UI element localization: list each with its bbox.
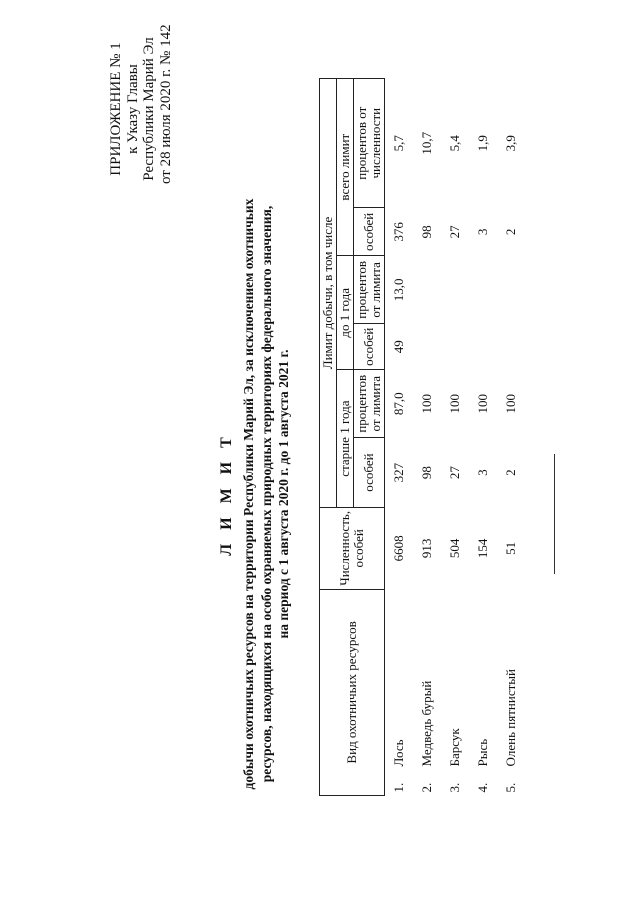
total-pct-population: 10,7 <box>419 131 434 155</box>
subheader-under-pct-limit: процентов от лимита <box>354 256 385 324</box>
total-individuals: 98 <box>419 225 434 239</box>
under-individuals <box>413 324 441 370</box>
under-individuals <box>497 324 525 370</box>
species-cell <box>413 589 441 795</box>
under-pct-limit <box>413 256 441 324</box>
subheader-under-individuals: особей <box>354 324 385 370</box>
total-individuals: 27 <box>447 225 462 239</box>
appendix-line-4: от 28 июля 2020 г. № 142 <box>157 24 174 184</box>
appendix-line-3: Республики Марий Эл <box>141 37 157 181</box>
under-individuals <box>441 324 469 370</box>
header-population: Численность, особей <box>320 507 385 589</box>
over-pct-limit: 87,0 <box>391 392 406 416</box>
subheader-over-pct-limit: процентов от лимита <box>354 370 385 438</box>
total-individuals: 2 <box>503 228 518 236</box>
under-pct-limit <box>497 256 525 324</box>
total-pct-population: 3,9 <box>503 135 518 152</box>
population-count: 913 <box>419 538 434 559</box>
total-pct-population: 5,4 <box>447 135 462 152</box>
under-individuals <box>469 324 497 370</box>
under-individuals: 49 <box>391 340 406 354</box>
total-pct-population: 5,7 <box>391 135 406 152</box>
total-individuals: 3 <box>475 228 490 236</box>
over-individuals: 27 <box>447 466 462 480</box>
over-pct-limit: 100 <box>419 394 434 414</box>
subheader-over-individuals: особей <box>354 438 385 508</box>
row-number: 4. <box>475 782 490 793</box>
appendix-line-1: ПРИЛОЖЕНИЕ № 1 <box>108 42 124 176</box>
over-individuals: 98 <box>419 466 434 480</box>
over-pct-limit: 100 <box>503 394 518 414</box>
over-pct-limit: 100 <box>447 394 462 414</box>
table-row <box>441 79 469 796</box>
species-cell <box>469 589 497 795</box>
row-number: 3. <box>447 782 462 793</box>
over-pct-limit: 100 <box>475 394 490 414</box>
document-heading <box>218 184 293 804</box>
table-row <box>469 79 497 796</box>
row-number: 1. <box>391 782 406 793</box>
limit-table <box>319 78 525 796</box>
subheader-total-pct-population: процентов от численности <box>354 79 385 208</box>
species-name: Медведь бурый <box>419 680 434 767</box>
table-row <box>413 79 441 796</box>
table-row <box>497 79 525 796</box>
row-number: 2. <box>419 782 434 793</box>
table-row <box>385 79 414 796</box>
document-title: Л И М И Т <box>218 432 235 556</box>
appendix-block <box>108 24 174 184</box>
under-pct-limit <box>441 256 469 324</box>
under-pct-limit <box>469 256 497 324</box>
species-name: Рысь <box>475 738 490 767</box>
subheader-total-individuals: особей <box>354 208 385 256</box>
species-name: Барсук <box>447 728 462 767</box>
species-cell <box>385 589 414 795</box>
population-count: 6608 <box>391 535 406 562</box>
total-individuals: 376 <box>391 222 406 242</box>
species-cell <box>497 589 525 795</box>
separator-line <box>554 454 555 574</box>
species-name: Олень пятнистый <box>503 669 518 767</box>
heading-line-3: на период с 1 августа 2020 г. до 1 августа 2021 г. <box>276 349 291 639</box>
heading-line-1: добычи охотничьих ресурсов на территории Республики Марий Эл, за исключением охотничьих <box>241 198 256 790</box>
population-count: 504 <box>447 538 462 559</box>
header-limit: Лимит добычи, в том числе <box>320 79 337 508</box>
population-count: 51 <box>503 541 518 555</box>
heading-line-2: ресурсов, находящихся на особо охраняемых природных территориях федерального значения, <box>258 205 274 783</box>
header-over-1-year: старше 1 года <box>337 370 354 508</box>
over-individuals: 3 <box>475 469 490 476</box>
total-pct-population: 1,9 <box>475 135 490 152</box>
appendix-line-2: к Указу Главы <box>124 64 141 154</box>
over-individuals: 327 <box>391 462 406 483</box>
header-total-limit: всего лимит <box>337 79 354 256</box>
row-number: 5. <box>503 782 518 793</box>
population-count: 154 <box>475 538 490 559</box>
species-cell <box>441 589 469 795</box>
header-under-1-year: до 1 года <box>337 256 354 370</box>
under-pct-limit: 13,0 <box>391 278 406 302</box>
header-species: Вид охотничьих ресурсов <box>320 589 385 795</box>
over-individuals: 2 <box>503 469 518 476</box>
species-name: Лось <box>391 739 406 767</box>
